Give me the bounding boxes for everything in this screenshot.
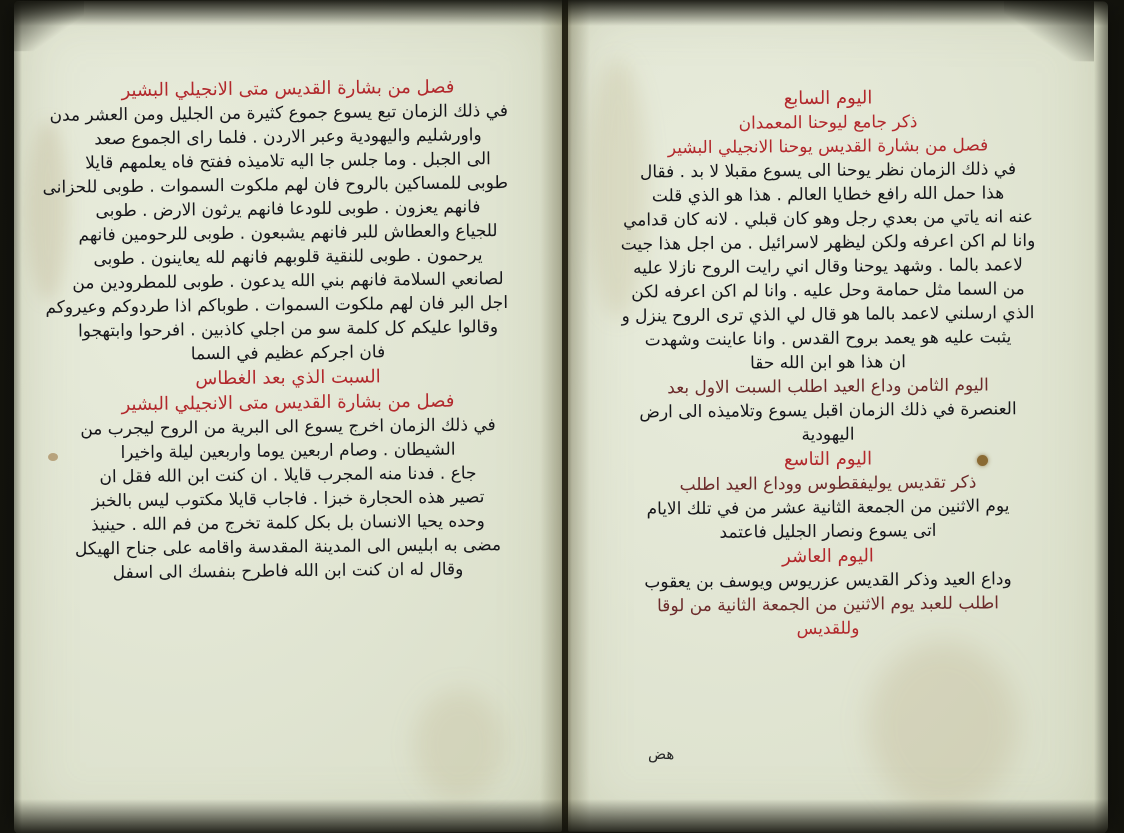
heading-line: ذكر جامع ليوحنا المعمدان [738,112,918,134]
body-line: طوبى للمساكين بالروح فان لهم ملكوت السموات . طوبى للحزانى [42,173,509,198]
catchword: هض [648,745,675,763]
paper-discoloration [414,689,504,799]
body-line: اليهودية [801,424,855,446]
text-column-recto [618,88,1038,643]
body-line: هذا حمل الله رافع خطايا العالم . هذا هو الذي قلت [651,183,1005,207]
paper-discoloration [28,121,68,301]
body-line: يثبت عليه هو يعمد بروح القدس . وانا عاينت وشهدت [644,327,1012,351]
body-line: وقال له ان كنت ابن الله فاطرح بنفسك الى اسفل [112,559,464,584]
body-line: تصير هذه الحجارة خبزا . فاجاب قايلا مكتوب ليس بالخبز [91,487,485,512]
body-line: فانهم يعزون . طوبى للودعا فانهم يرثون الارض . طوبى [95,197,481,222]
body-line: يوم الاثنين من الجمعة الثانية عشر من في تلك الايام [646,496,1010,520]
body-line: للجياع والعطاش للبر فانهم يشبعون . طوبى للرحومين فانهم [78,221,498,246]
page-corner-damage [14,1,84,51]
heading-line: اليوم العاشر [782,545,874,568]
body-line: اتى يسوع ونصار الجليل فاعتمد [719,520,937,543]
heading-line: السبت الذي بعد الغطاس [195,366,381,390]
body-line: العنصرة في ذلك الزمان اقبل يسوع وتلاميذه الى ارض [639,399,1017,423]
rubric-mixed-line: ذكر تقديس يوليفقطوس ووداع العيد اطلب [679,472,977,496]
body-line: من السما مثل حمامة وحل عليه . وانا لم اكن اعرفه لكن [631,279,1025,303]
heading-line: فصل من بشارة القديس متى الانجيلي البشير [121,76,455,102]
body-line: وحده يحيا الانسان بل بكل كلمة تخرج من فم الله . حينيذ [91,511,485,536]
body-line: جاع . فدنا منه المجرب قايلا . ان كنت ابن الله فقل ان [99,463,477,488]
body-line: وداع العيد وذكر القديس عزريوس ويوسف بن يعقوب [644,569,1012,593]
heading-line: فصل من بشارة القديس متى الانجيلي البشير [121,390,455,416]
body-line: الذي ارسلني لاعمد بالما هو قال لي الذي ترى الروح ينزل و [621,303,1035,327]
body-line: لصانعي السلامة فانهم بني الله يدعون . طوبى للمطرودين من [72,269,504,294]
page-corner-damage [1004,1,1094,61]
body-line: الشيطان . وصام اربعين يوما واربعين ليلة واخيرا [120,439,456,464]
body-line: ان هذا هو ابن الله حقا [749,352,907,374]
body-line: اجل البر فان لهم ملكوت السموات . طوباكم اذا طردوكم وعيروكم [45,293,509,318]
body-line: فان اجركم عظيم في السما [190,342,386,365]
foxing-spot [48,453,58,461]
paper-discoloration [868,640,1018,811]
body-line: في ذلك الزمان اخرج يسوع الى البرية من الروح ليجرب من [80,415,496,440]
body-line: في ذلك الزمان تبع يسوع جموع كثيرة من الجليل ومن العشر مدن [49,101,509,126]
text-column-verso [42,76,509,585]
body-line: الى الجبل . وما جلس جا اليه تلاميذه ففتح فاه يعلمهم قايلا [85,149,491,174]
body-line: واورشليم واليهودية وعبر الاردن . فلما راى الجموع صعد [94,125,482,150]
heading-line: اليوم التاسع [783,448,873,471]
body-line: لاعمد بالما . وشهد يوحنا وقال اني رايت الروح نازلا عليه [633,255,1023,279]
heading-line: اليوم السابع [783,87,873,110]
heading-line: فصل من بشارة القديس يوحنا الانجيلي البشير [667,135,989,159]
body-line: عنه انه ياتي من بعدي رجل وهو كان قبلي . لانه كان قدامي [622,207,1034,231]
rubric-mixed-line: اليوم الثامن وداع العيد اطلب السبت الاول بعد [667,375,989,399]
body-line: مضى به ابليس الى المدينة المقدسة واقامه على جناح الهيكل [74,535,502,560]
heading-line: وللقديس [796,618,860,640]
body-line: وانا لم اكن اعرفه ولكن ليظهر لاسرائيل . من اجل هذا جيت [620,231,1036,255]
body-line: يرحمون . طوبى للنقية قلوبهم فانهم لله يعاينون . طوبى [93,245,483,270]
margin-dot-mark [977,455,988,466]
body-line: في ذلك الزمان نظر يوحنا الى يسوع مقبلا لا بد . فقال [639,159,1017,183]
open-codex [8,0,1116,833]
body-line: وقالوا عليكم كل كلمة سو من اجلي كاذبين . افرحوا وابتهجوا [77,317,499,342]
rubric-mixed-line: اطلب للعبد يوم الاثنين من الجمعة الثانية من لوقا [657,593,999,617]
